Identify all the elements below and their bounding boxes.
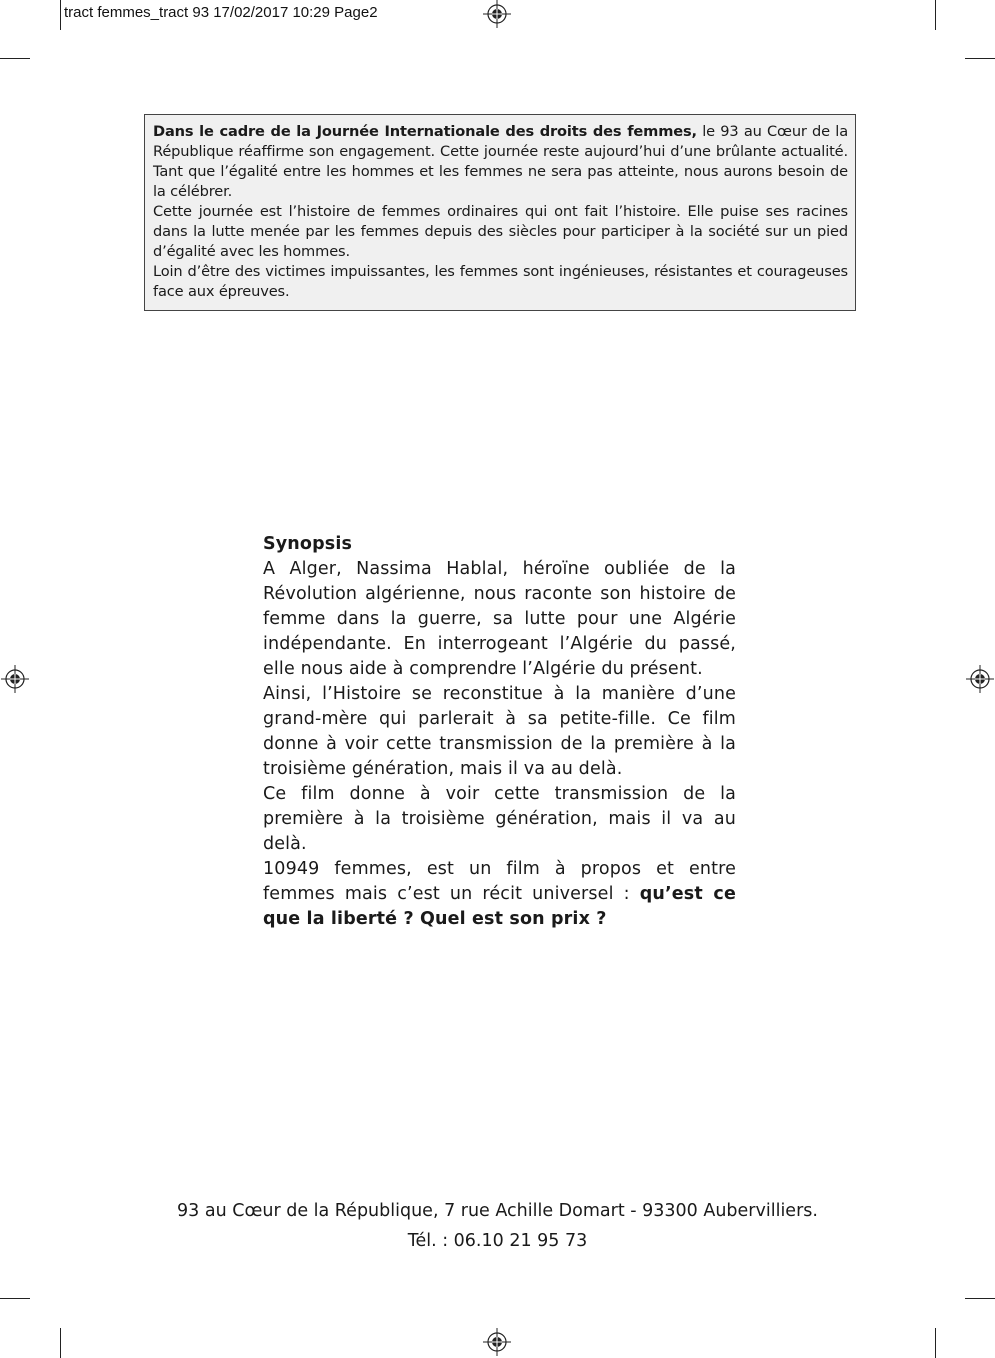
registration-mark-icon: [1, 665, 29, 693]
footer-phone: Tél. : 06.10 21 95 73: [407, 1231, 588, 1251]
crop-mark: [965, 58, 995, 59]
synopsis-paragraph-1: A Alger, Nassima Hablal, héroïne oubliée de la Révolution algérienne, nous raconte son histoire de femme dans la guerre, sa lutte pour une Algérie indépendante. En interrogeant l’Algérie du passé, elle nous aide à comprendre l’Algérie du présent.: [263, 559, 736, 679]
intro-lead-rest: le 93 au Cœur de la République réaffirme son engagement. Cette journée reste aujourd’hui d’une brûlante actualité. Tant que l’égalité entre les hommes et les femmes ne sera pas atteinte, nous aurons besoin de la célébrer.: [153, 123, 848, 200]
crop-mark: [60, 0, 61, 30]
intro-lead-bold: Dans le cadre de la Journée Internationale des droits des femmes,: [153, 123, 697, 140]
synopsis-heading: Synopsis: [263, 534, 353, 554]
synopsis-section: [263, 532, 736, 932]
crop-mark: [0, 1298, 30, 1299]
crop-mark: [0, 58, 30, 59]
crop-mark: [935, 1328, 936, 1358]
registration-mark-icon: [483, 1328, 511, 1356]
registration-mark-icon: [966, 665, 994, 693]
intro-box: [144, 114, 856, 311]
crop-mark: [935, 0, 936, 30]
synopsis-closing-question: qu’est ce que la liberté ? Quel est son prix ?: [263, 884, 736, 929]
print-slug: tract femmes_tract 93 17/02/2017 10:29 Page2: [64, 4, 378, 21]
synopsis-closing-text: 10949 femmes, est un film à propos et entre femmes mais c’est un récit universel :: [263, 859, 736, 904]
intro-paragraph-1: [153, 122, 848, 202]
intro-paragraph-2: Cette journée est l’histoire de femmes ordinaires qui ont fait l’histoire. Elle puise ses racines dans la lutte menée par les femmes depuis des siècles pour participer à la société sur un pied d’égalité avec les hommes.: [153, 203, 848, 260]
intro-paragraph-3: Loin d’être des victimes impuissantes, les femmes sont ingénieuses, résistantes et courageuses face aux épreuves.: [153, 263, 848, 300]
synopsis-paragraph-2: Ainsi, l’Histoire se reconstitue à la manière d’une grand-mère qui parlerait à sa petite-fille. Ce film donne à voir cette transmission de la première à la troisième génération, mais il va au delà.: [263, 684, 736, 779]
footer-address: 93 au Cœur de la République, 7 rue Achille Domart - 93300 Aubervilliers.: [177, 1201, 818, 1221]
synopsis-paragraph-4: [263, 857, 736, 932]
crop-mark: [965, 1298, 995, 1299]
crop-mark: [60, 1328, 61, 1358]
synopsis-paragraph-3: Ce film donne à voir cette transmission de la première à la troisième génération, mais il va au delà.: [263, 784, 736, 854]
registration-mark-icon: [483, 0, 511, 28]
